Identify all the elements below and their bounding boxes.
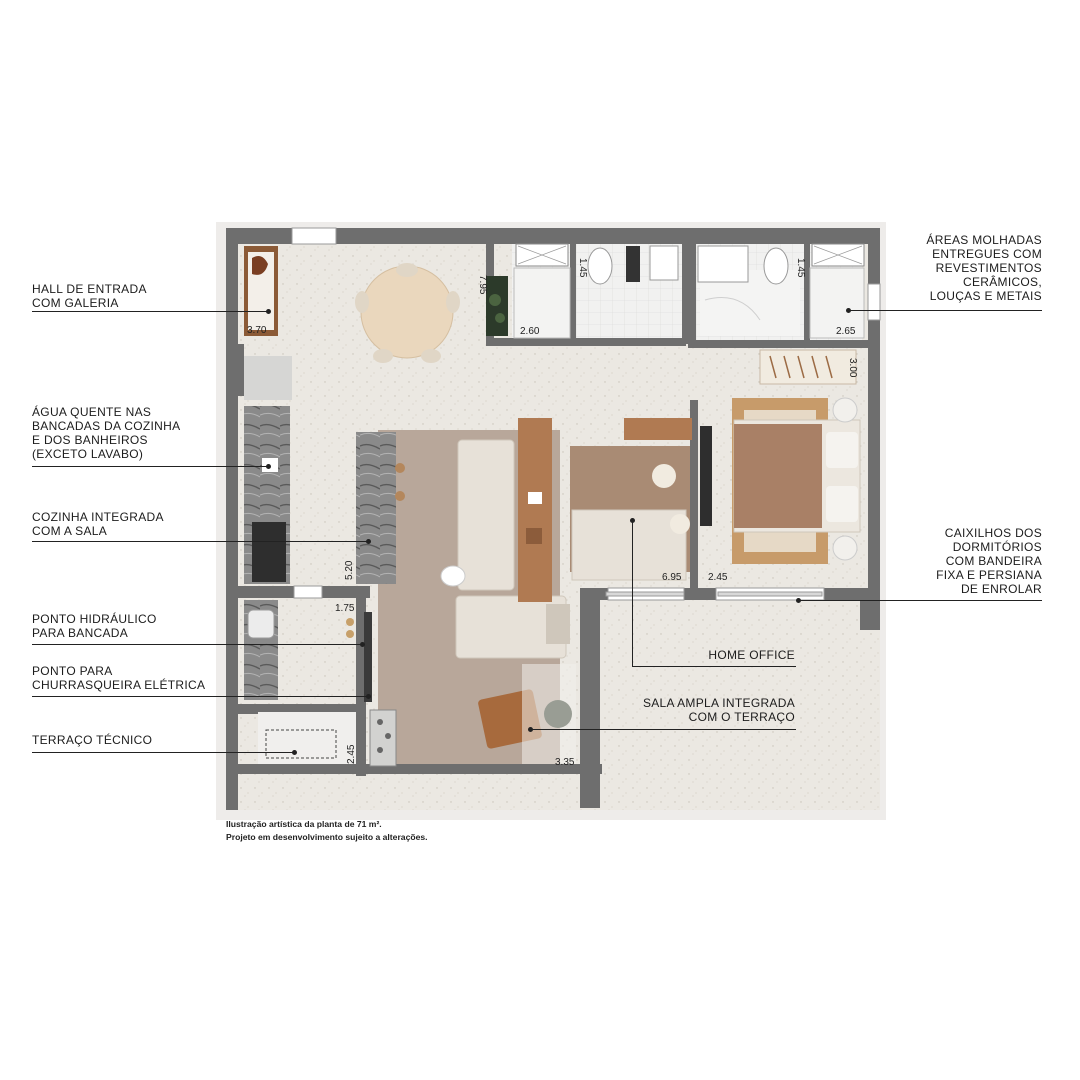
callout-hall: HALL DE ENTRADA COM GALERIA xyxy=(32,282,147,310)
dim-bath2-height: 1.45 xyxy=(795,258,806,278)
leader-technical-terrace xyxy=(32,752,294,753)
dim-bath1: 2.60 xyxy=(520,326,540,337)
leader-dot-water xyxy=(266,464,271,469)
dim-terrace: 3.35 xyxy=(555,757,575,768)
leader-dot-hydraulic xyxy=(360,642,365,647)
caption-line-2: Projeto em desenvolvimento sujeito a alterações. xyxy=(226,832,428,842)
leader-dot-windows xyxy=(796,598,801,603)
leader-dot-technical-terrace xyxy=(292,750,297,755)
leader-dot-home-office xyxy=(630,518,635,523)
leader-hydraulic xyxy=(32,644,362,645)
leader-dot-kitchen xyxy=(366,539,371,544)
callout-windows: CAIXILHOS DOS DORMITÓRIOS COM BANDEIRA FIXA E PERSIANA DE ENROLAR xyxy=(936,526,1042,596)
leader-hall xyxy=(32,311,268,312)
leader-windows xyxy=(798,600,1042,601)
caption-line-1: Ilustração artística da planta de 71 m². xyxy=(226,819,382,829)
callout-grill: PONTO PARA CHURRASQUEIRA ELÉTRICA xyxy=(32,664,206,692)
leader-grill xyxy=(32,696,368,697)
callout-water: ÁGUA QUENTE NAS BANCADAS DA COZINHA E DOS BANHEIROS (EXCETO LAVABO) xyxy=(32,405,181,461)
dim-technical-terrace: 2.45 xyxy=(346,744,357,764)
dim-shaft: 7.95 xyxy=(477,275,488,295)
dim-closet: 3.00 xyxy=(847,358,858,378)
dim-bath2: 2.65 xyxy=(836,326,856,337)
callout-technical-terrace: TERRAÇO TÉCNICO xyxy=(32,733,153,747)
leader-dot-hall xyxy=(266,309,271,314)
leader-kitchen xyxy=(32,541,368,542)
callout-home-office: HOME OFFICE xyxy=(708,648,795,662)
callout-wet-areas: ÁREAS MOLHADAS ENTREGUES COM REVESTIMENTOS CERÂMICOS, LOUÇAS E METAIS xyxy=(926,233,1042,303)
leader-dot-wet-areas xyxy=(846,308,851,313)
living-room xyxy=(441,418,570,658)
callout-kitchen: COZINHA INTEGRADA COM A SALA xyxy=(32,510,164,538)
leader-home-office xyxy=(632,666,796,667)
leader-dot-grill xyxy=(366,694,371,699)
callout-hydraulic: PONTO HIDRÁULICO PARA BANCADA xyxy=(32,612,157,640)
dim-bedroom: 2.45 xyxy=(708,572,728,583)
leader-living xyxy=(530,729,796,730)
leader-wet-areas xyxy=(848,310,1042,311)
plan-caption xyxy=(226,818,428,844)
callout-living: SALA AMPLA INTEGRADA COM O TERRAÇO xyxy=(642,696,795,724)
dim-lavabo: 1.45 xyxy=(577,258,588,278)
dim-hall: 3.70 xyxy=(247,325,267,336)
dim-kitchen: 5.20 xyxy=(344,560,355,580)
leader-home-office-vertical xyxy=(632,520,633,666)
dim-laundry: 1.75 xyxy=(335,603,355,614)
dim-home-office: 6.95 xyxy=(662,572,682,583)
leader-water xyxy=(32,466,268,467)
technical-terrace xyxy=(258,710,396,766)
leader-dot-living xyxy=(528,727,533,732)
